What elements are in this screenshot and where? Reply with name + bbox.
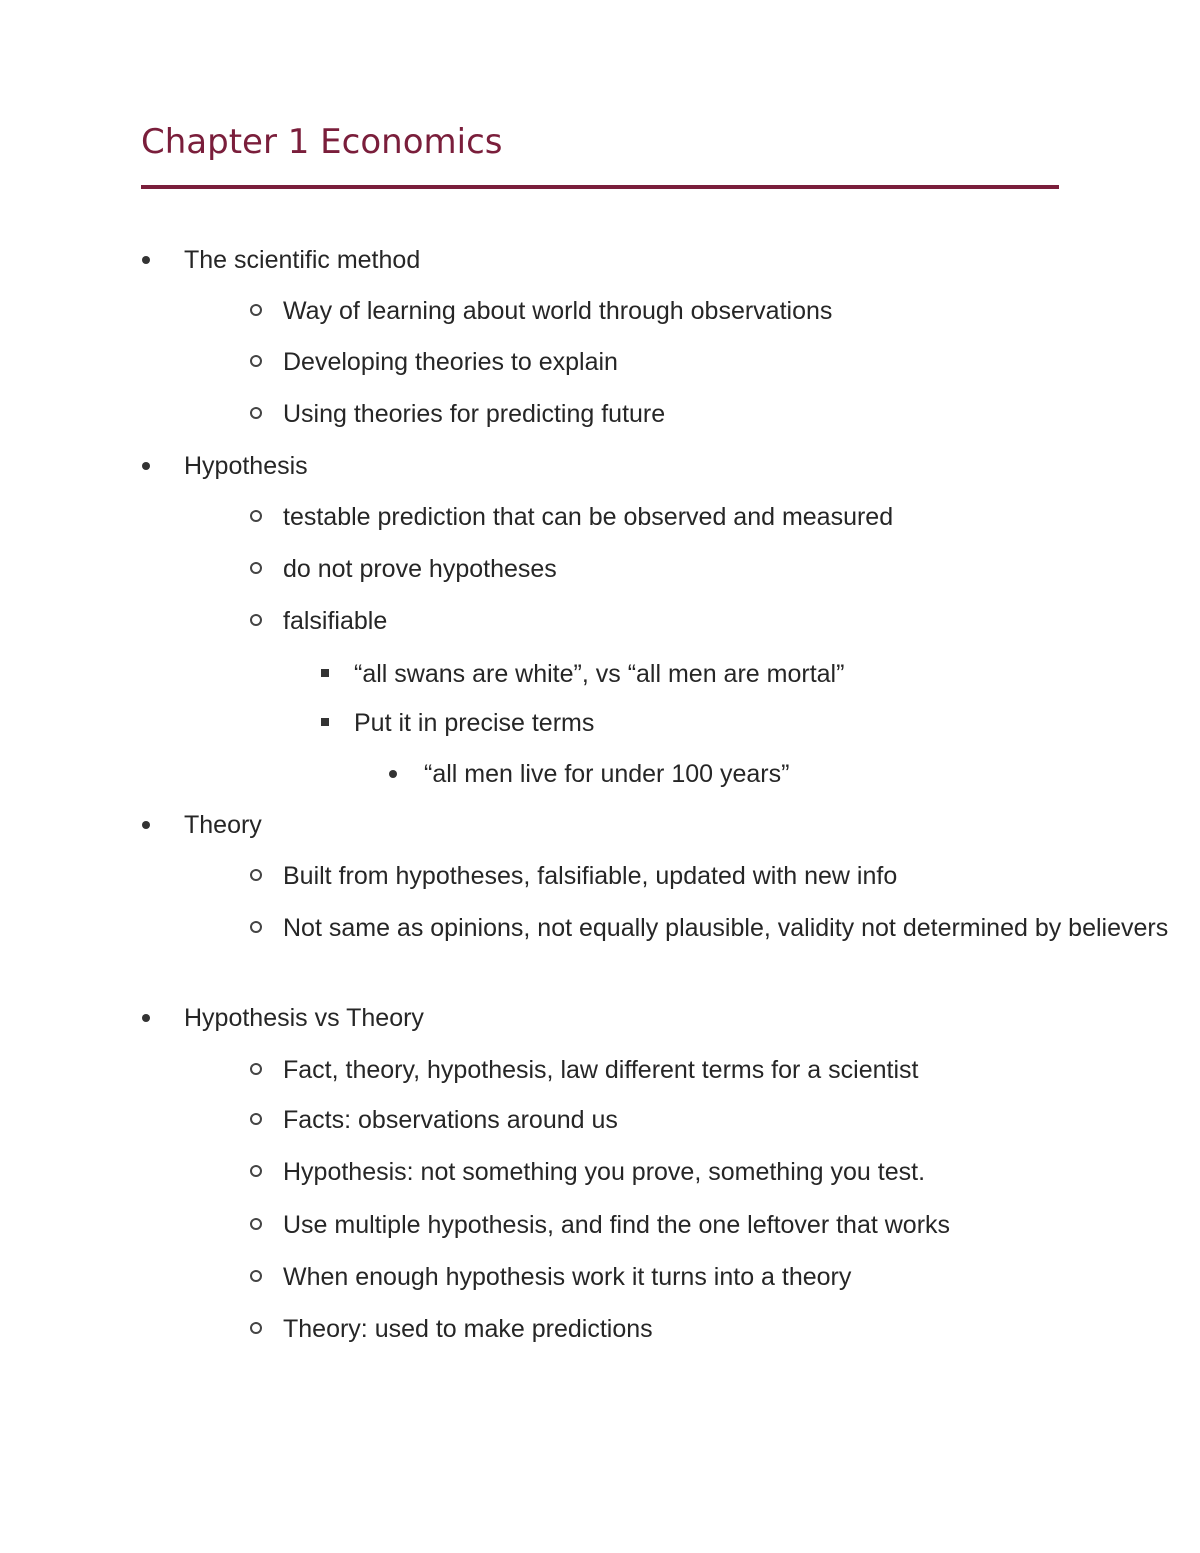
list-item bbox=[283, 395, 665, 433]
bullet-square-icon bbox=[321, 718, 329, 726]
bullet-circle-icon bbox=[250, 355, 262, 367]
bullet-circle-icon bbox=[250, 614, 262, 626]
list-item bbox=[283, 1258, 851, 1296]
list-item bbox=[283, 498, 893, 536]
list-item-text: falsifiable bbox=[283, 607, 388, 635]
list-item-text-continued: determined by believers bbox=[902, 914, 1169, 942]
list-item bbox=[354, 655, 844, 693]
bullet-circle-icon bbox=[250, 510, 262, 522]
list-item bbox=[283, 1051, 918, 1089]
list-item-text: Hypothesis bbox=[184, 452, 308, 480]
list-item bbox=[283, 292, 832, 330]
list-item-text: Use multiple hypothesis, and find the one leftover that works bbox=[283, 1211, 951, 1239]
list-item-text: Theory: used to make predictions bbox=[283, 1315, 653, 1343]
list-item bbox=[283, 1310, 653, 1348]
list-item-text: When enough hypothesis work it turns into a theory bbox=[283, 1263, 852, 1291]
bullet-circle-icon bbox=[250, 1322, 262, 1334]
list-item bbox=[283, 343, 618, 381]
title-underline bbox=[141, 185, 1059, 189]
list-item bbox=[283, 1101, 618, 1139]
page-title: Chapter 1 Economics bbox=[141, 122, 503, 162]
bullet-circle-icon bbox=[250, 1218, 262, 1230]
list-item bbox=[184, 241, 420, 279]
list-item-text: Hypothesis vs Theory bbox=[184, 1004, 424, 1032]
list-item bbox=[283, 909, 1168, 947]
list-item bbox=[283, 602, 387, 640]
list-item bbox=[283, 1206, 950, 1244]
list-item bbox=[184, 999, 424, 1037]
bullet-dot-icon bbox=[142, 462, 150, 470]
list-item-text: Hypothesis: not something you prove, something you test. bbox=[283, 1158, 926, 1186]
list-item-text: do not prove hypotheses bbox=[283, 555, 557, 583]
list-item-text: Using theories for predicting future bbox=[283, 400, 666, 428]
list-item-text: “all swans are white”, vs “all men are mortal” bbox=[354, 660, 845, 688]
bullet-dot-icon bbox=[389, 770, 397, 778]
bullet-square-icon bbox=[321, 669, 329, 677]
list-item-text: Facts: observations around us bbox=[283, 1106, 618, 1134]
list-item-text: Theory bbox=[184, 811, 262, 839]
list-item-text: Put it in precise terms bbox=[354, 709, 595, 737]
list-item-text: The scientific method bbox=[184, 246, 421, 274]
bullet-dot-icon bbox=[142, 1014, 150, 1022]
bullet-circle-icon bbox=[250, 921, 262, 933]
bullet-circle-icon bbox=[250, 869, 262, 881]
list-item bbox=[283, 1153, 925, 1191]
list-item bbox=[424, 755, 789, 793]
bullet-circle-icon bbox=[250, 1165, 262, 1177]
list-item bbox=[184, 447, 308, 485]
bullet-circle-icon bbox=[250, 304, 262, 316]
list-item-text: Fact, theory, hypothesis, law different terms for a scientist bbox=[283, 1056, 919, 1084]
bullet-circle-icon bbox=[250, 1063, 262, 1075]
list-item-text: Not same as opinions, not equally plausible, validity not bbox=[283, 914, 896, 942]
bullet-circle-icon bbox=[250, 407, 262, 419]
list-item bbox=[184, 806, 262, 844]
list-item-text: Built from hypotheses, falsifiable, updated with new info bbox=[283, 862, 898, 890]
list-item bbox=[354, 704, 594, 742]
list-item-text: testable prediction that can be observed and measured bbox=[283, 503, 894, 531]
bullet-circle-icon bbox=[250, 1113, 262, 1125]
list-item-text: Way of learning about world through observations bbox=[283, 297, 833, 325]
list-item bbox=[283, 550, 557, 588]
list-item-text: Developing theories to explain bbox=[283, 348, 618, 376]
bullet-dot-icon bbox=[142, 821, 150, 829]
list-item bbox=[283, 857, 897, 895]
bullet-circle-icon bbox=[250, 1270, 262, 1282]
bullet-circle-icon bbox=[250, 562, 262, 574]
bullet-dot-icon bbox=[142, 256, 150, 264]
list-item-text: “all men live for under 100 years” bbox=[424, 760, 790, 788]
